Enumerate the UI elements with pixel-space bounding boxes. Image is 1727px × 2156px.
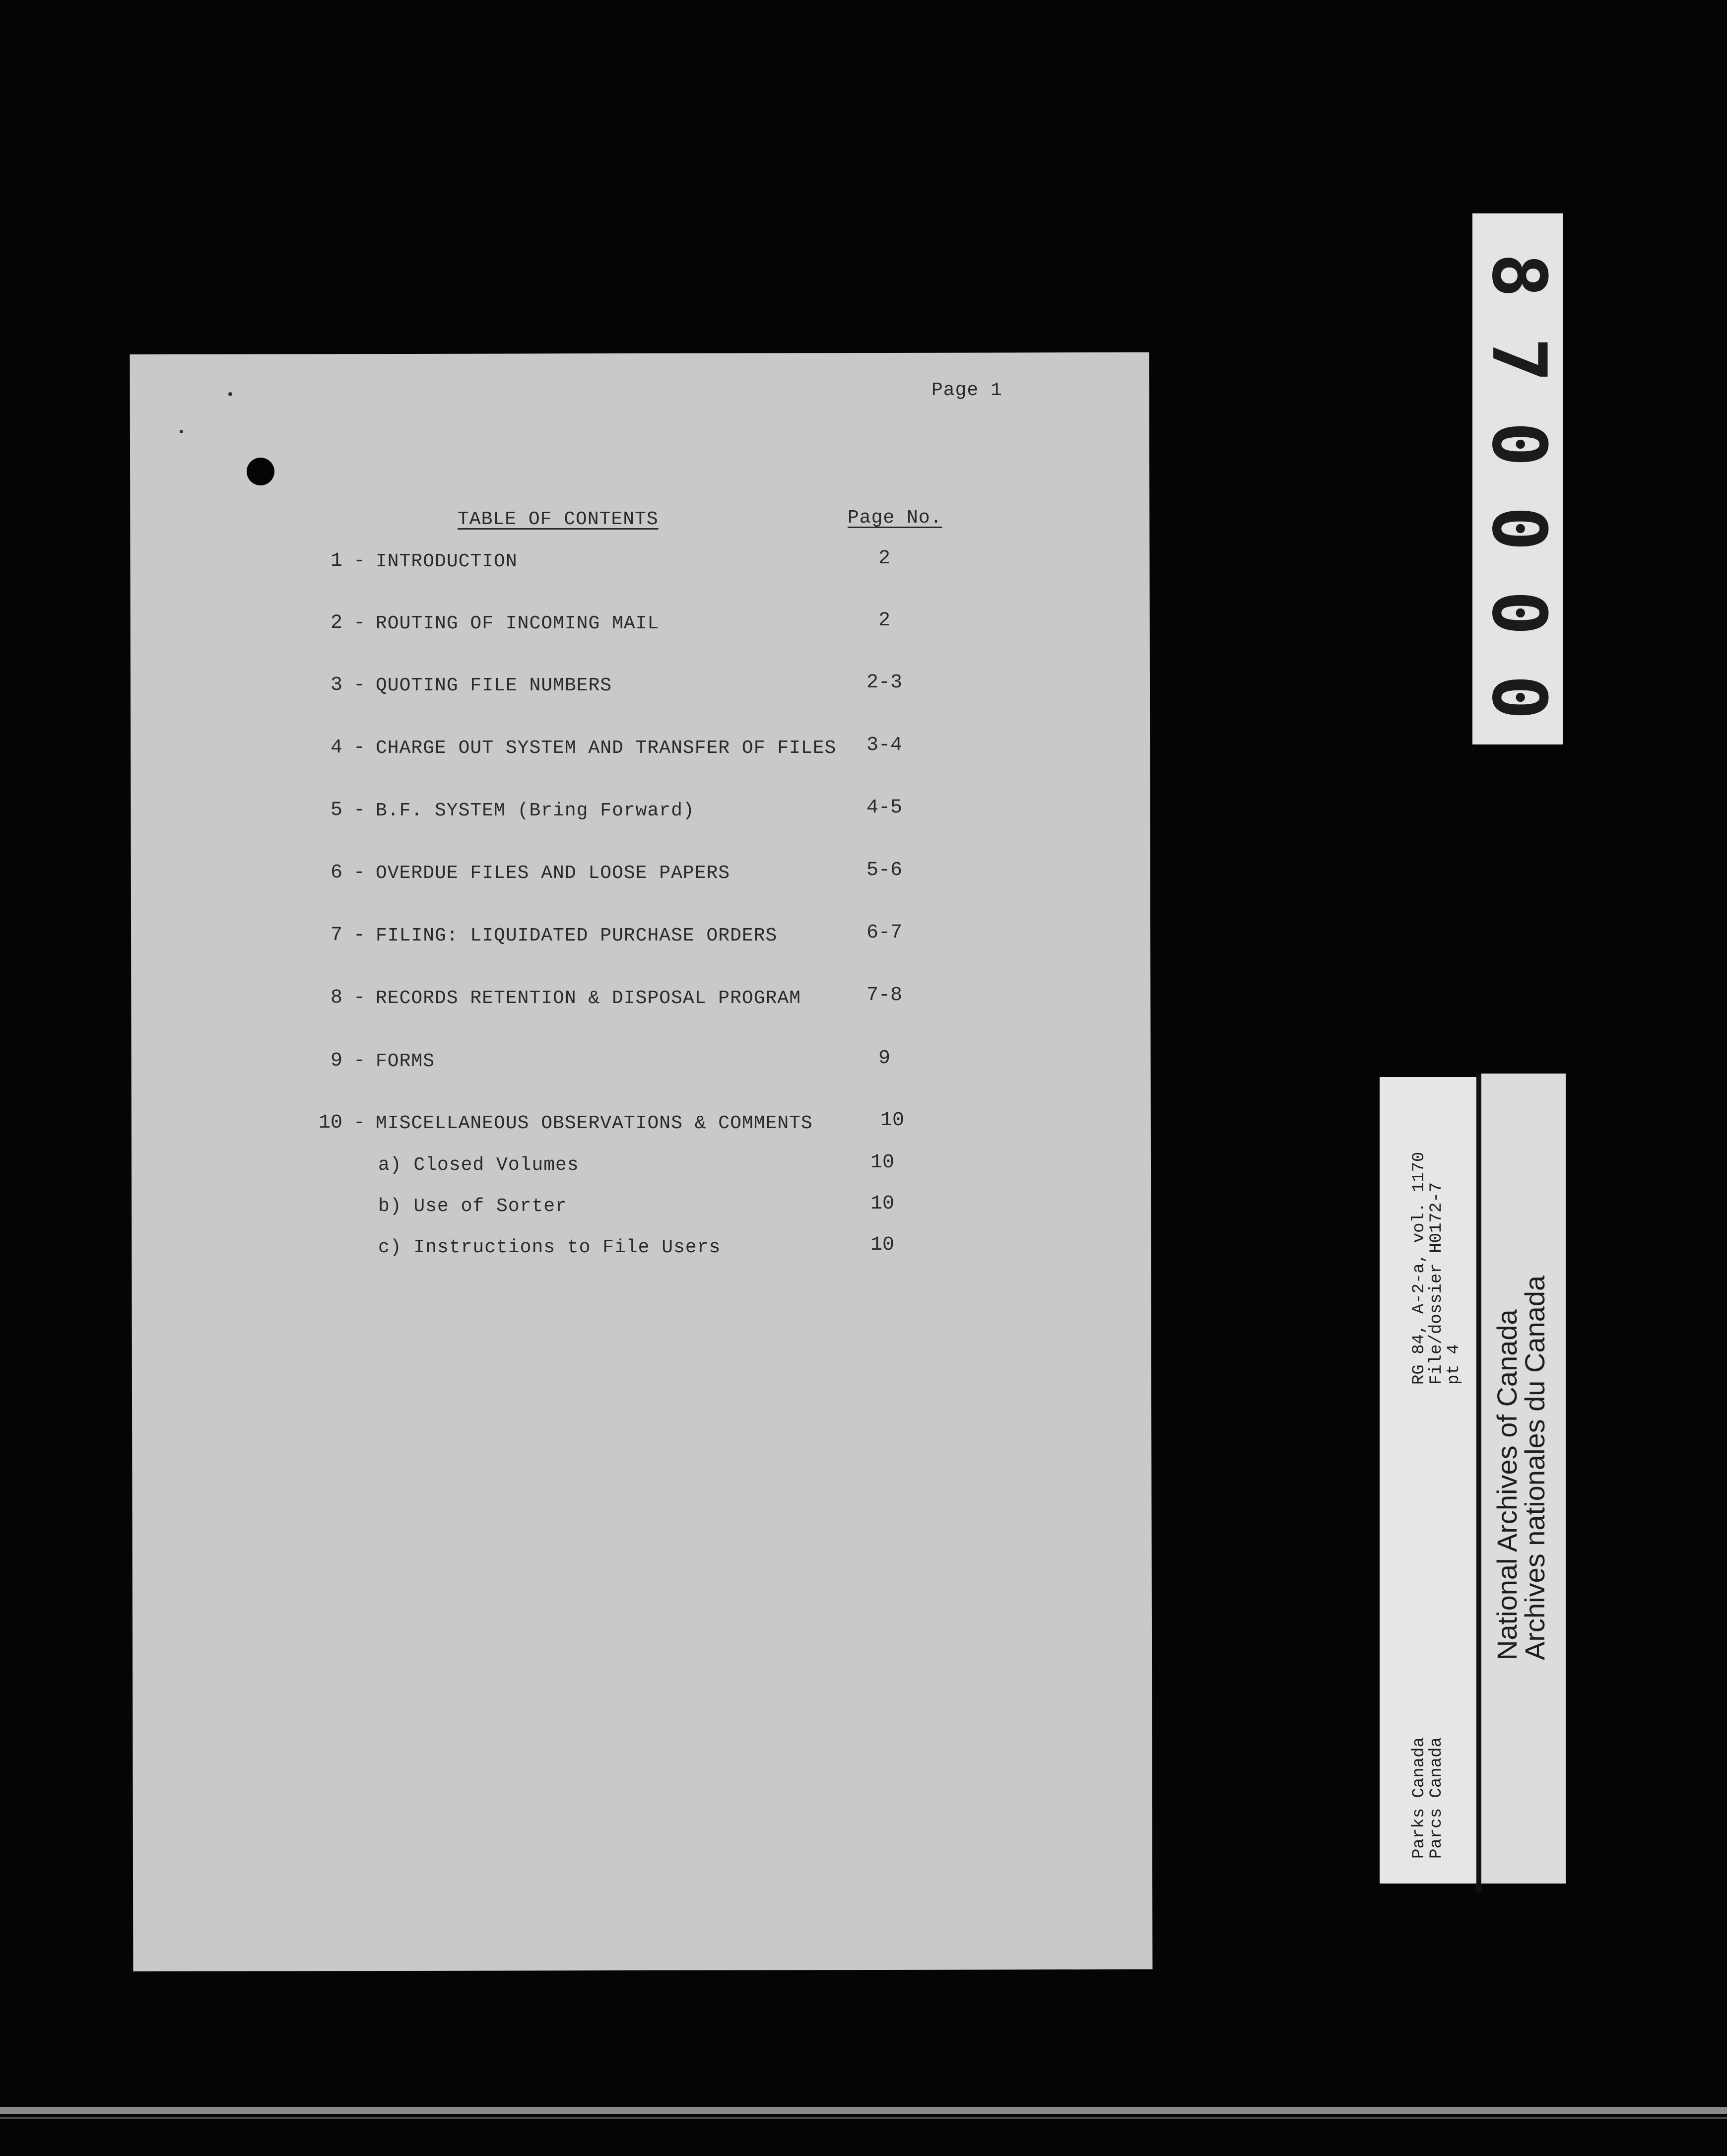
entry-number: 2: [330, 612, 342, 634]
entry-dash: -: [353, 799, 366, 821]
entry-title: FORMS: [376, 1051, 435, 1072]
frame-digit: 0: [1475, 674, 1562, 720]
entry-dash: -: [353, 924, 366, 946]
speck: [228, 392, 232, 396]
entry-pages: 2-3: [866, 672, 902, 694]
frame-digit: 0: [1475, 590, 1562, 636]
entry-title: ROUTING OF INCOMING MAIL: [376, 613, 660, 634]
subentry-title: c) Instructions to File Users: [378, 1237, 721, 1258]
page-no-heading: Page No.: [848, 507, 942, 529]
entry-number: 9: [330, 1050, 342, 1072]
entry-pages: 9: [878, 1047, 890, 1070]
frame-digit: 7: [1475, 337, 1562, 383]
entry-title: QUOTING FILE NUMBERS: [376, 675, 612, 696]
entry-pages: 10: [880, 1109, 904, 1132]
frame-digit: 0: [1475, 506, 1562, 551]
entry-pages: 7-8: [866, 984, 902, 1007]
entry-dash: -: [353, 987, 366, 1009]
frame-digit: 0: [1475, 421, 1562, 467]
institution-name-en: National Archives of Canada: [1491, 1309, 1523, 1660]
entry-pages: 3-4: [866, 734, 902, 756]
entry-number: 5: [330, 799, 342, 821]
entry-number: 4: [330, 737, 342, 759]
source-line-1: Parks Canada: [1410, 1737, 1429, 1859]
entry-number: 10: [318, 1112, 342, 1134]
entry-pages: 6-7: [866, 922, 902, 944]
entry-dash: -: [353, 1050, 366, 1072]
entry-title: MISCELLANEOUS OBSERVATIONS & COMMENTS: [376, 1113, 813, 1134]
entry-title: B.F. SYSTEM (Bring Forward): [376, 800, 695, 821]
entry-dash: -: [353, 674, 366, 696]
entry-dash: -: [353, 1112, 366, 1134]
subentry-pages: 10: [870, 1193, 894, 1215]
entry-title: RECORDS RETENTION & DISPOSAL PROGRAM: [376, 988, 801, 1009]
toc-heading: TABLE OF CONTENTS: [458, 509, 659, 530]
frame-number: [1475, 238, 1562, 735]
entry-title: OVERDUE FILES AND LOOSE PAPERS: [376, 863, 731, 884]
source-line-2: Parcs Canada: [1427, 1737, 1446, 1859]
reference-line-2: File/dossier H0172-7: [1427, 1182, 1446, 1385]
entry-dash: -: [353, 612, 366, 634]
entry-pages: 2: [878, 547, 890, 570]
entry-pages: 4-5: [866, 797, 902, 819]
scan-edge-shadow: [0, 2117, 1727, 2119]
entry-number: 8: [330, 987, 342, 1009]
entry-title: INTRODUCTION: [376, 551, 518, 572]
document-page: [130, 352, 1153, 1971]
entry-pages: 2: [878, 609, 890, 632]
entry-number: 3: [330, 674, 342, 696]
subentry-title: a) Closed Volumes: [378, 1154, 579, 1176]
entry-number: 6: [330, 862, 342, 884]
speck: [180, 430, 183, 433]
punch-hole: [247, 458, 274, 485]
entry-dash: -: [353, 737, 366, 759]
subentry-pages: 10: [870, 1234, 894, 1256]
frame-digit: 8: [1475, 253, 1562, 298]
reference-line-3: pt 4: [1445, 1344, 1463, 1385]
entry-pages: 5-6: [866, 859, 902, 881]
entry-number: 7: [330, 924, 342, 946]
entry-title: FILING: LIQUIDATED PURCHASE ORDERS: [376, 925, 778, 946]
entry-title: CHARGE OUT SYSTEM AND TRANSFER OF FILES: [376, 738, 837, 759]
institution-name-fr: Archives nationales du Canada: [1519, 1275, 1550, 1660]
entry-number: 1: [330, 550, 342, 572]
entry-dash: -: [353, 550, 366, 572]
subentry-title: b) Use of Sorter: [378, 1196, 567, 1217]
scan-edge-line: [0, 2107, 1727, 2114]
subentry-pages: 10: [870, 1151, 894, 1174]
entry-dash: -: [353, 862, 366, 884]
page-number-label: Page 1: [931, 380, 1002, 401]
reference-line-1: RG 84, A-2-a, vol. 1170: [1410, 1151, 1429, 1385]
